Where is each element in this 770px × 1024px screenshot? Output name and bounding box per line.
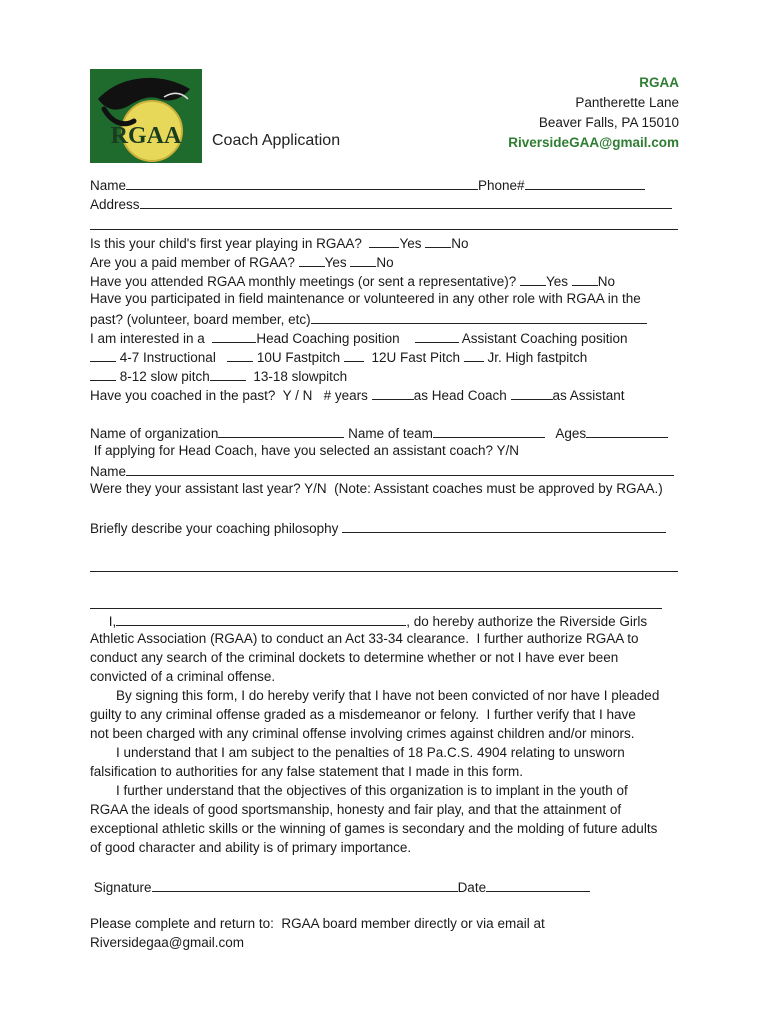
city-state-zip: Beaver Falls, PA 15010	[538, 115, 679, 130]
org-address-block	[508, 73, 679, 153]
philosophy-line-3[interactable]	[90, 608, 662, 609]
head-coach-assistant-q: If applying for Head Coach, have you selected an assistant coach? Y/N	[93, 443, 520, 458]
philosophy-line-2[interactable]	[90, 571, 678, 572]
name-input[interactable]	[126, 175, 478, 190]
org-name-input[interactable]	[218, 423, 344, 438]
q-volunteer-1: Have you participated in field maintenance or volunteered in any other role with RGAA in the	[90, 291, 641, 306]
auth-line-4: convicted of a criminal offense.	[90, 669, 276, 684]
assistant-name-input[interactable]	[126, 461, 674, 476]
q-first-year: Is this your child's first year playing in RGAA? Yes No	[90, 233, 469, 253]
assistant-name-line: Name	[90, 461, 674, 481]
signature-line: Signature Date	[90, 877, 590, 897]
return-email: Riversidegaa@gmail.com	[90, 935, 245, 950]
authorizer-name-input[interactable]	[116, 611, 406, 626]
phone-input[interactable]	[525, 175, 645, 190]
q-meetings: Have you attended RGAA monthly meetings (or sent a representative)? Yes No	[90, 271, 615, 291]
panther-ball-icon	[90, 69, 202, 163]
team-name-input[interactable]	[433, 423, 545, 438]
date-input[interactable]	[486, 877, 590, 892]
auth-line-7: not been charged with any criminal offense involving crimes against children and/or minors.	[90, 726, 635, 741]
name-label: Name	[90, 178, 127, 193]
address-line	[90, 194, 672, 214]
auth-line-5: By signing this form, I do hereby verify that I have not been convicted of nor have I pleaded	[116, 688, 660, 703]
auth-line-13: of good character and ability is of primary importance.	[90, 840, 412, 855]
years-head-blank[interactable]	[372, 385, 414, 400]
paid-yes-blank[interactable]	[299, 252, 325, 267]
return-instructions: Please complete and return to: RGAA board member directly or via email at	[90, 916, 545, 931]
div-13-18-blank[interactable]	[210, 366, 246, 381]
q-paid-member: Are you a paid member of RGAA? Yes No	[90, 252, 394, 272]
ages-input[interactable]	[586, 423, 668, 438]
meetings-no-blank[interactable]	[572, 271, 598, 286]
paid-no-blank[interactable]	[350, 252, 376, 267]
div-10u-blank[interactable]	[227, 347, 253, 362]
street: Pantherette Lane	[575, 95, 679, 110]
auth-line-6: guilty to any criminal offense graded as a misdemeanor or felony. I further verify that I have	[90, 707, 636, 722]
phone-label: Phone#	[478, 178, 525, 193]
q-volunteer-2: past? (volunteer, board member, etc)	[90, 309, 647, 329]
div-4-7-blank[interactable]	[90, 347, 116, 362]
years-assistant-blank[interactable]	[511, 385, 553, 400]
auth-line-1: I, , do hereby authorize the Riverside Girls	[90, 611, 647, 631]
first-year-no-blank[interactable]	[425, 233, 451, 248]
head-coach-blank[interactable]	[212, 328, 256, 343]
auth-line-10: I further understand that the objectives of this organization is to implant in the youth of	[116, 783, 628, 798]
assistant-last-year-q: Were they your assistant last year? Y/N (Note: Assistant coaches must be approved by RGAA.)	[90, 481, 663, 496]
org-team-line: Name of organization Name of team Ages	[90, 423, 668, 443]
interest-line: I am interested in a Head Coaching position Assistant Coaching position	[90, 328, 628, 348]
assistant-coach-blank[interactable]	[415, 328, 459, 343]
philosophy-input[interactable]	[342, 518, 666, 533]
div-jrhigh-blank[interactable]	[464, 347, 484, 362]
auth-line-11: RGAA the ideals of good sportsmanship, honesty and fair play, and that the attainment of	[90, 802, 622, 817]
volunteer-input[interactable]	[311, 309, 647, 324]
auth-line-12: exceptional athletic skills or the winning of games is secondary and the molding of future adults	[90, 821, 658, 836]
name-phone-line	[90, 175, 645, 195]
auth-line-3: conduct any search of the criminal dockets to determine whether or not I have ever been	[90, 650, 619, 665]
division-line-2: 8-12 slow pitch 13-18 slowpitch	[90, 366, 347, 386]
philosophy-line: Briefly describe your coaching philosophy	[90, 518, 666, 538]
meetings-yes-blank[interactable]	[520, 271, 546, 286]
first-year-yes-blank[interactable]	[369, 233, 399, 248]
org-email: RiversideGAA@gmail.com	[508, 135, 679, 150]
address-input[interactable]	[140, 194, 672, 209]
div-8-12-blank[interactable]	[90, 366, 116, 381]
svg-text:RGAA: RGAA	[110, 123, 182, 149]
division-line-1: 4-7 Instructional 10U Fastpitch 12U Fast Pitch Jr. High fastpitch	[90, 347, 587, 367]
page-title: Coach Application	[212, 132, 341, 149]
coached-past-line: Have you coached in the past? Y / N # years as Head Coach as Assistant	[90, 385, 625, 405]
auth-line-8: I understand that I am subject to the penalties of 18 Pa.C.S. 4904 relating to unsworn	[116, 745, 625, 760]
address-label: Address	[90, 197, 140, 212]
auth-line-9: falsification to authorities for any false statement that I made in this form.	[90, 764, 523, 779]
signature-input[interactable]	[152, 877, 458, 892]
rgaa-logo	[90, 69, 202, 163]
org-name: RGAA	[639, 75, 679, 90]
address-line-2[interactable]	[90, 229, 678, 230]
div-12u-blank[interactable]	[344, 347, 364, 362]
auth-line-2: Athletic Association (RGAA) to conduct an Act 33-34 clearance. I further authorize RGAA to	[90, 631, 639, 646]
